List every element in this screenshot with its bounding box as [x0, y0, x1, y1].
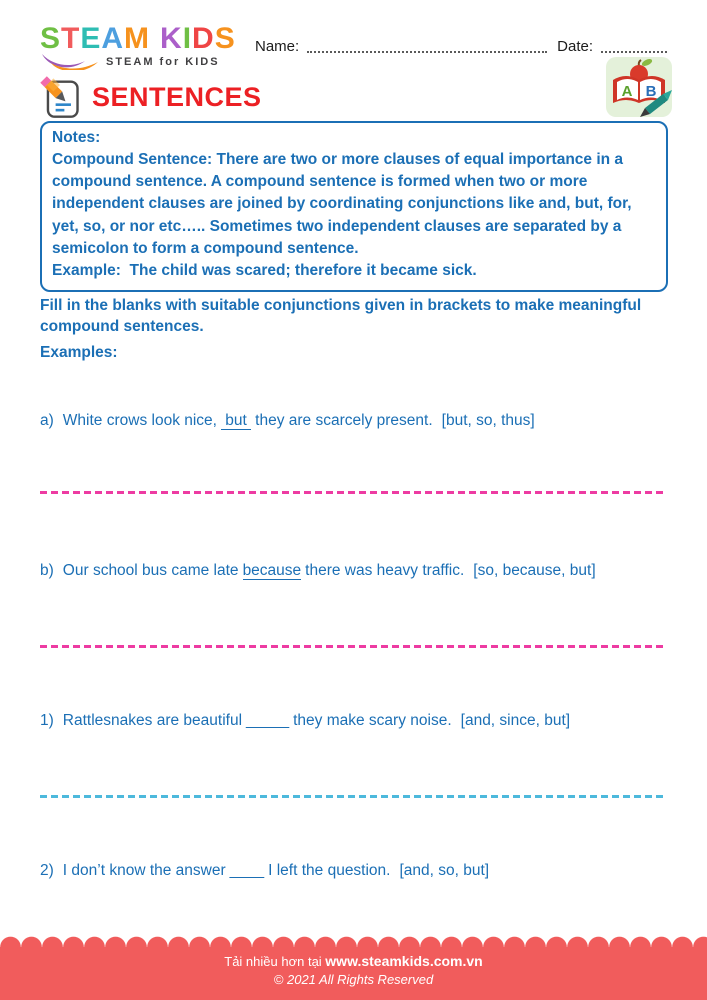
item-text-before: White crows look nice,	[62, 412, 217, 429]
dashed-separator	[40, 795, 667, 798]
logo-wordmark	[40, 24, 236, 54]
item-number: b)	[40, 562, 54, 579]
item-answer: because	[242, 562, 302, 579]
item-blank: _____	[246, 712, 290, 729]
scalloped-edge	[0, 934, 707, 947]
item-text-after: there was heavy traffic.	[305, 562, 465, 579]
notes-body: Compound Sentence: There are two or more clauses of equal importance in a compound sentence. A compound sentence is formed when two or more independent clauses are joined by coordinating conjunctions like and, but, for, yet, so, or nor etc….. Sometimes two independent clauses are separated by a semicolon to form a compound sentence.	[52, 151, 632, 257]
svg-text:B: B	[645, 83, 657, 100]
item-options: [so, because, but]	[473, 562, 596, 579]
notes-box	[40, 121, 668, 292]
steam-kids-logo	[40, 24, 236, 70]
logo-letter: I	[182, 22, 193, 55]
dashed-separator	[40, 645, 667, 648]
logo-letter: S	[40, 22, 62, 55]
item-number: a)	[40, 412, 54, 429]
example-item-a	[40, 410, 680, 432]
pencil-paper-icon	[38, 74, 82, 120]
item-text-after: they are scarcely present.	[255, 412, 433, 429]
example-item-b	[40, 560, 680, 582]
notes-label: Notes:	[52, 129, 101, 146]
item-text-after: I left the question.	[268, 862, 391, 879]
item-number: 2)	[40, 862, 54, 879]
name-label: Name:	[255, 38, 300, 55]
footer-body	[0, 947, 707, 1000]
title-row	[38, 74, 262, 120]
date-label: Date:	[557, 38, 593, 55]
logo-letter: D	[192, 22, 215, 55]
abc-book-icon	[605, 56, 673, 118]
svg-text:A: A	[621, 83, 633, 100]
logo-tagline: STEAM for KIDS	[106, 56, 220, 68]
footer	[0, 934, 707, 1000]
item-answer: but	[221, 412, 252, 429]
logo-letter: S	[214, 22, 236, 55]
website-url: www.steamkids.com.vn	[325, 953, 483, 969]
name-blank-line	[307, 39, 547, 53]
question-item-1	[40, 710, 680, 732]
item-text-after: they make scary noise.	[293, 712, 452, 729]
logo-letter: A	[101, 22, 125, 55]
page-title: SENTENCES	[92, 81, 262, 112]
item-options: [and, since, but]	[460, 712, 571, 729]
question-item-2	[40, 860, 680, 882]
notes-example: Example: The child was scared; therefore it became sick.	[52, 261, 477, 279]
footer-download-text: Tải nhiều hơn tại	[224, 954, 326, 969]
item-options: [and, so, but]	[399, 862, 490, 879]
item-text-before: I don’t know the answer	[62, 862, 226, 879]
instructions-text: Fill in the blanks with suitable conjunctions given in brackets to make meaningful compound sentences.	[40, 297, 642, 335]
item-options: [but, so, thus]	[441, 412, 535, 429]
logo-letter: T	[61, 22, 81, 55]
dashed-separator	[40, 491, 667, 494]
date-blank-line	[601, 39, 667, 53]
logo-letter: M	[124, 22, 151, 55]
copyright-text: © 2021 All Rights Reserved	[273, 972, 434, 987]
item-blank: ____	[229, 862, 265, 879]
item-text-before: Rattlesnakes are beautiful	[62, 712, 243, 729]
item-number: 1)	[40, 712, 54, 729]
logo-swoosh-icon	[40, 52, 100, 70]
examples-label: Examples:	[40, 344, 118, 361]
name-date-row	[255, 38, 667, 55]
logo-letter: E	[80, 22, 102, 55]
item-text-before: Our school bus came late	[62, 562, 239, 579]
logo-letter: K	[160, 22, 183, 55]
